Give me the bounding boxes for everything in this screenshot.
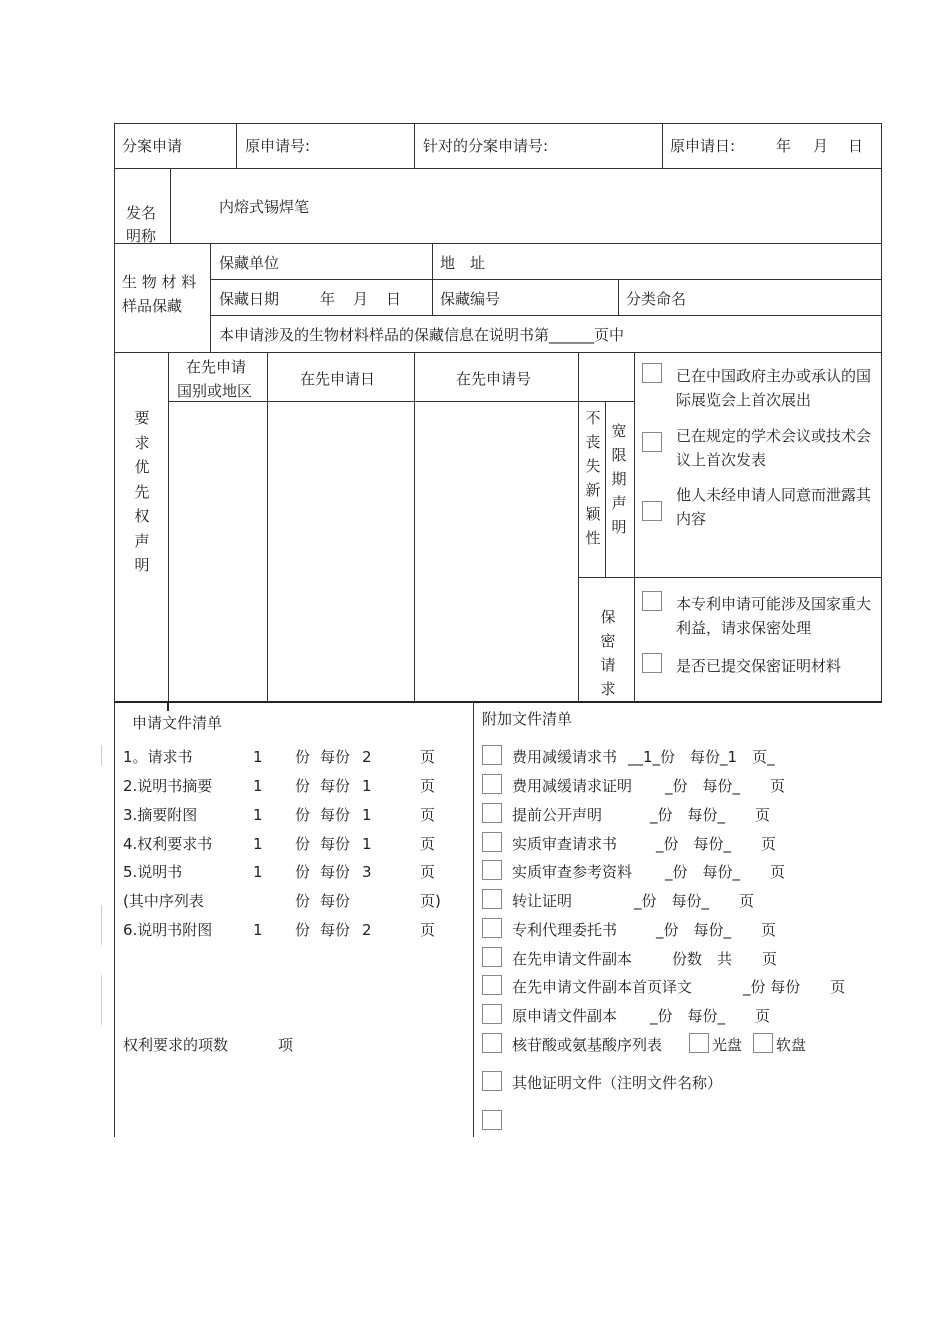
conference-label: 已在规定的学术会议或技术会议上首次发表 [676, 427, 872, 469]
address-label: 地 址 [440, 254, 486, 272]
prior-copy-translation-checkbox[interactable] [482, 975, 502, 995]
sequence-listing-label: 核苷酸或氨基酸序列表 [512, 1036, 663, 1054]
substantive-exam-request-label: 实质审查请求书 [512, 835, 618, 853]
prior-date-header: 在先申请日 [300, 370, 376, 388]
substantive-exam-refs-checkbox[interactable] [482, 860, 502, 880]
divider [167, 701, 169, 711]
divider [414, 352, 415, 702]
fee-reduction-request-label: 费用减缓请求书 [512, 748, 618, 766]
divisional-application-label: 分案申请 [122, 137, 183, 155]
doc-ye: 页 [420, 921, 436, 939]
doc-fen: 份 [295, 921, 311, 939]
disclosure-label: 他人未经申请人同意而泄露其内容 [676, 486, 872, 528]
doc-each: 每份 [320, 806, 351, 824]
original-application-no-label: 原申请号: [245, 137, 311, 155]
claims-count-unit: 项 [278, 1036, 294, 1054]
divider [170, 168, 171, 243]
doc-pages: 2 [362, 748, 372, 766]
fee-reduction-proof-checkbox[interactable] [482, 774, 502, 794]
secrecy-proof-checkbox[interactable] [642, 653, 662, 673]
prior-copy-translation-label: 在先申请文件副本首页译文 [512, 978, 693, 996]
grace-period-label: 宽限期声明 [611, 422, 627, 536]
sequence-listing-checkbox[interactable] [482, 1033, 502, 1053]
transfer-proof-label: 转让证明 [512, 892, 573, 910]
doc-each: 每份 [320, 863, 351, 881]
doc-fen: 份 [295, 892, 311, 910]
doc-fen: 份 [295, 835, 311, 853]
classification-label: 分类命名 [626, 290, 687, 308]
doc-pages: 1 [362, 777, 372, 795]
doc-fen: 份 [295, 863, 311, 881]
doc-ye: 页) [420, 892, 441, 910]
table-left-border [114, 123, 115, 1137]
doc-copies: 1 [253, 835, 263, 853]
divider [634, 352, 635, 702]
agency-authorization-checkbox[interactable] [482, 918, 502, 938]
prior-copy-detail: 份数 共 页 [672, 950, 778, 968]
doc-copies: 1 [253, 777, 263, 795]
secrecy-label: 本专利申请可能涉及国家重大利益，请求保密处理 [676, 595, 872, 637]
original-copy-detail: _份 每份_ 页 [650, 1007, 771, 1025]
divider [168, 352, 169, 702]
doc-copies: 1 [253, 806, 263, 824]
disclosure-checkbox[interactable] [642, 501, 662, 521]
prior-copy-translation-detail: _份 每份 页 [743, 978, 846, 996]
doc-copies: 1 [253, 921, 263, 939]
prior-country-header-2: 国别或地区 [177, 382, 253, 400]
doc-ye: 页 [420, 748, 436, 766]
secrecy-proof-label: 是否已提交保密证明材料 [676, 657, 842, 675]
fee-reduction-request-detail: __1_份 每份_1 页_ [628, 748, 775, 766]
deposit-note: 本申请涉及的生物材料样品的保藏信息在说明书第______页中 [219, 326, 625, 344]
novelty-label: 不丧失新颖性 [585, 409, 601, 547]
divider [473, 702, 474, 1137]
target-divisional-no-label: 针对的分案申请号: [423, 137, 549, 155]
biomaterial-label: 生 物 材 料 [122, 273, 197, 291]
floppy-label: 软盘 [776, 1036, 807, 1054]
agency-authorization-label: 专利代理委托书 [512, 921, 618, 939]
early-publication-detail: _份 每份_ 页 [650, 806, 771, 824]
month-label: 月 [353, 290, 369, 308]
agency-authorization-detail: _份 每份_ 页 [656, 921, 777, 939]
other-docs-label: 其他证明文件（注明文件名称） [512, 1074, 723, 1092]
table-top-border [114, 123, 882, 124]
table-right-border [881, 123, 882, 703]
doc-pages: 2 [362, 921, 372, 939]
secrecy-checkbox[interactable] [642, 591, 662, 611]
floppy-checkbox[interactable] [753, 1033, 773, 1053]
priority-claim-label: 要求优先权声明 [134, 409, 150, 574]
original-application-date-label: 原申请日: [670, 137, 736, 155]
blank-checkbox[interactable] [482, 1110, 502, 1130]
month-label: 月 [813, 137, 829, 155]
doc-copies: 1 [253, 748, 263, 766]
prior-copy-checkbox[interactable] [482, 947, 502, 967]
divider [578, 352, 579, 702]
row-divider [578, 401, 634, 402]
other-docs-checkbox[interactable] [482, 1071, 502, 1091]
exhibition-label: 已在中国政府主办或承认的国际展览会上首次展出 [676, 367, 872, 409]
invention-title-label-2: 明称 [126, 227, 157, 243]
cd-checkbox[interactable] [689, 1033, 709, 1053]
divider [210, 243, 211, 352]
doc-fen: 份 [295, 777, 311, 795]
doc-each: 每份 [320, 835, 351, 853]
row-divider [114, 352, 882, 353]
doc-fen: 份 [295, 806, 311, 824]
divider [236, 123, 237, 168]
deposit-number-label: 保藏编号 [440, 290, 501, 308]
doc-pages: 3 [362, 863, 372, 881]
early-publication-checkbox[interactable] [482, 803, 502, 823]
doc-name: 1。请求书 [123, 748, 193, 766]
doc-copies: 1 [253, 863, 263, 881]
exhibition-checkbox[interactable] [642, 363, 662, 383]
prior-copy-label: 在先申请文件副本 [512, 950, 633, 968]
deposit-date-label: 保藏日期 [219, 290, 280, 308]
fee-reduction-proof-detail: _份 每份_ 页 [665, 777, 786, 795]
row-divider [210, 315, 882, 316]
row-divider [168, 401, 578, 402]
doc-name: 2.说明书摘要 [123, 777, 213, 795]
substantive-exam-refs-label: 实质审查参考资料 [512, 863, 633, 881]
doc-ye: 页 [420, 863, 436, 881]
doc-ye: 页 [420, 806, 436, 824]
row-divider [114, 168, 882, 169]
doc-name: 6.说明书附图 [123, 921, 213, 939]
claims-count-label: 权利要求的项数 [123, 1036, 229, 1054]
year-label: 年 [776, 137, 792, 155]
doc-pages: 1 [362, 806, 372, 824]
doc-name: (其中序列表 [123, 892, 204, 910]
invention-title-label: 发名 [126, 204, 157, 222]
prior-number-header: 在先申请号 [456, 370, 532, 388]
early-publication-label: 提前公开声明 [512, 806, 603, 824]
fee-reduction-proof-label: 费用减缓请求证明 [512, 777, 633, 795]
doc-fen: 份 [295, 748, 311, 766]
biomaterial-label-2: 样品保藏 [122, 297, 183, 315]
day-label: 日 [848, 137, 864, 155]
transfer-proof-detail: _份 每份_ 页 [634, 892, 755, 910]
divider [662, 123, 663, 168]
conference-checkbox[interactable] [642, 432, 662, 452]
divider [618, 279, 619, 315]
doc-name: 5.说明书 [123, 863, 183, 881]
extra-docs-title: 附加文件清单 [482, 710, 573, 728]
doc-ye: 页 [420, 835, 436, 853]
fee-reduction-request-checkbox[interactable] [482, 745, 502, 765]
cd-label: 光盘 [712, 1036, 743, 1054]
doc-name: 3.摘要附图 [123, 806, 198, 824]
substantive-exam-refs-detail: _份 每份_ 页 [665, 863, 786, 881]
row-divider [114, 243, 882, 244]
original-copy-checkbox[interactable] [482, 1004, 502, 1024]
doc-name: 4.权利要求书 [123, 835, 213, 853]
substantive-exam-request-checkbox[interactable] [482, 832, 502, 852]
doc-each: 每份 [320, 748, 351, 766]
doc-each: 每份 [320, 777, 351, 795]
secrecy-request-label: 保密请求 [600, 608, 616, 698]
doc-ye: 页 [420, 777, 436, 795]
row-divider [210, 279, 882, 280]
doc-each: 每份 [320, 892, 351, 910]
original-copy-label: 原申请文件副本 [512, 1007, 618, 1025]
year-label: 年 [320, 290, 336, 308]
deposit-unit-label: 保藏单位 [219, 254, 280, 272]
doc-each: 每份 [320, 921, 351, 939]
app-docs-title: 申请文件清单 [132, 714, 223, 732]
transfer-proof-checkbox[interactable] [482, 889, 502, 909]
prior-country-header: 在先申请 [186, 358, 247, 376]
invention-title: 内熔式锡焊笔 [219, 198, 310, 216]
divider [414, 123, 415, 168]
row-divider [578, 577, 882, 578]
doc-pages: 1 [362, 835, 372, 853]
divider [267, 352, 268, 702]
divider [605, 401, 606, 577]
section-divider [114, 701, 882, 703]
day-label: 日 [386, 290, 402, 308]
substantive-exam-request-detail: _份 每份_ 页 [656, 835, 777, 853]
